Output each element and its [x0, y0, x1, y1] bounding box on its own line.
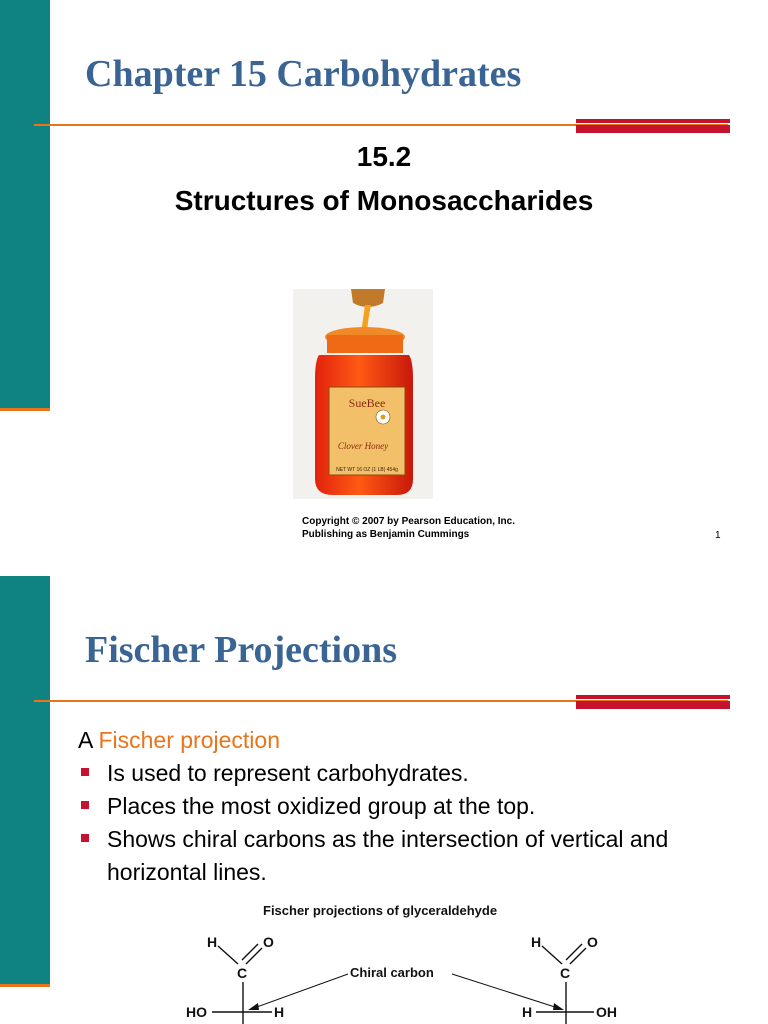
svg-text:O: O [263, 934, 274, 950]
svg-text:H: H [522, 1004, 533, 1020]
honey-product: Clover Honey [337, 441, 389, 451]
svg-text:O: O [587, 934, 598, 950]
slide-title: Chapter 15 Carbohydrates [85, 53, 522, 95]
title-accent-bar [576, 695, 730, 709]
honey-brand: SueBee [348, 396, 386, 410]
svg-text:H: H [531, 934, 542, 950]
title-accent-bar [576, 119, 730, 133]
svg-text:C: C [560, 965, 571, 981]
teal-sidebar [0, 576, 50, 984]
honey-jar-photo [293, 289, 433, 499]
copyright: Copyright © 2007 by Pearson Education, Inc. Publishing as Benjamin Cummings [302, 516, 515, 540]
glyceraldehyde-fischer-figure [186, 896, 656, 1024]
bullet-item: Places the most oxidized group at the top. [78, 790, 718, 823]
figure-caption: Fischer projections of glyceraldehyde [263, 903, 498, 918]
section-number: 15.2 [356, 141, 412, 172]
teal-sidebar-rule [0, 408, 50, 411]
svg-text:H: H [274, 1004, 285, 1020]
svg-text:OH: OH [596, 1004, 617, 1020]
chiral-carbon-label: Chiral carbon [350, 965, 434, 980]
bullet-item: Shows chiral carbons as the intersection of vertical and horizontal lines. [78, 823, 718, 889]
svg-text:HO: HO [186, 1004, 207, 1020]
page-number: 1 [715, 530, 721, 541]
bullet-item: Is used to represent carbohydrates. [78, 757, 718, 790]
teal-sidebar-rule [0, 984, 50, 987]
slide-title: Fischer Projections [85, 629, 398, 671]
slide-gap [0, 552, 768, 576]
bullet-square-icon [81, 768, 89, 776]
svg-text:H: H [207, 934, 218, 950]
lead-line: A Fischer projection [78, 727, 280, 753]
bullet-list [78, 757, 718, 889]
section-title: Structures of Monosaccharides [174, 185, 594, 216]
svg-text:C: C [237, 965, 248, 981]
slide-body [78, 724, 718, 889]
fischer-projection-term: Fischer projection [98, 727, 280, 753]
honey-weight: NET WT 16 OZ (1 LB) 454g [336, 467, 398, 473]
bullet-square-icon [81, 834, 89, 842]
bullet-square-icon [81, 801, 89, 809]
